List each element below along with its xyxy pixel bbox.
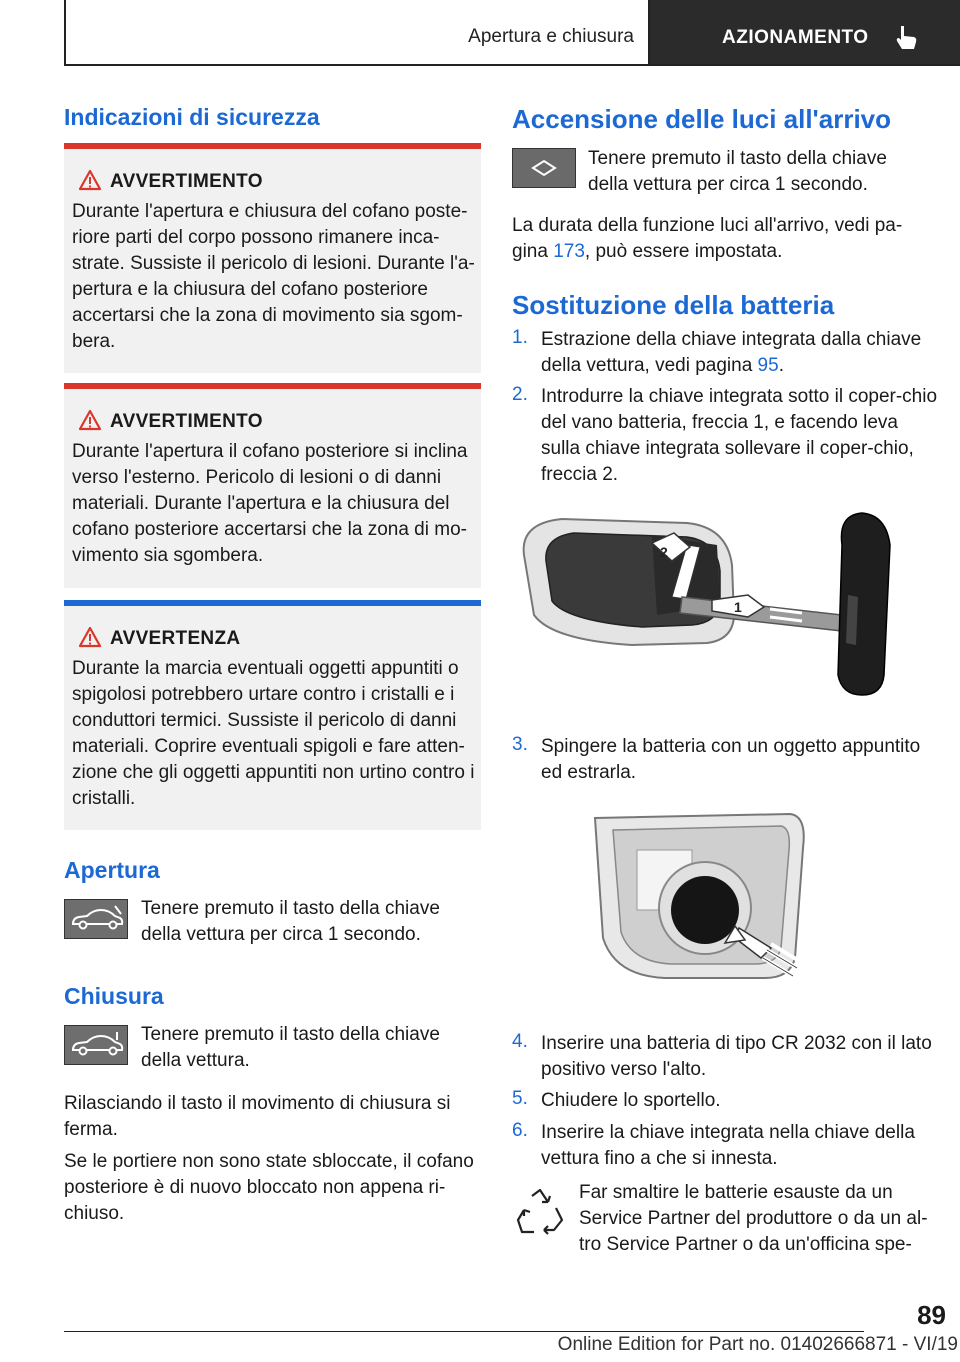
light-key-icon [512, 148, 576, 188]
key-disassembly-figure [512, 505, 902, 705]
chiusura-text: Tenere premuto il tasto della chiave della vettura. [141, 1024, 440, 1071]
warning-text: Durante l'apertura e chiusura del cofano poste-riore parti del corpo possono rimanere inca-strate. Sussiste il pericolo di lesioni. Durante l'a-pertura e la chiusura del cofano posteriore accertarsi che la zona di movimento sia sgom-bera. [72, 201, 475, 352]
step-text: Inserire una batteria di tipo CR 2032 con il lato positivo verso l'alto. [541, 1033, 932, 1080]
chapter-title: AZIONAMENTO [722, 27, 869, 48]
step-number: 3. [512, 734, 528, 755]
welcome-light-heading: Accensione delle luci all'arrivo [512, 104, 892, 134]
step-number: 4. [512, 1031, 528, 1052]
step-text: Spingere la batteria con un oggetto appuntito ed estrarla. [541, 736, 921, 783]
step-text: Introdurre la chiave integrata sotto il coper-chio del vano batteria, freccia 1, e facendo leva sulla chiave integrata sollevare il coper-chio, freccia 2. [541, 386, 938, 485]
warning-triangle-icon [78, 409, 102, 436]
header-section-title: Apertura e chiusura [468, 26, 634, 47]
step-number: 5. [512, 1088, 528, 1109]
duration-paragraph [512, 213, 922, 265]
warning-triangle-icon [78, 626, 102, 653]
safety-heading: Indicazioni di sicurezza [64, 104, 320, 130]
duration-text-end: , può essere impostata. [584, 241, 783, 262]
page-link-173[interactable]: 173 [553, 241, 585, 262]
notice-box [64, 600, 481, 830]
recycle-icon [512, 1186, 568, 1247]
page-number: 89 [917, 1300, 946, 1330]
step-number: 1. [512, 327, 528, 348]
warning-bar [64, 143, 481, 149]
step-text-body: Estrazione della chiave integrata dalla chiave della vettura, vedi pagina [541, 329, 922, 376]
tailgate-close-key-icon [64, 1025, 128, 1065]
release-paragraph: Rilasciando il tasto il movimento di chiusura si ferma. [64, 1093, 451, 1140]
step-text [541, 327, 941, 379]
arrow-label-2: 2 [660, 544, 668, 560]
chiusura-heading: Chiusura [64, 983, 164, 1009]
edition-text: Online Edition for Part no. 01402666871 - VI/19 [557, 1334, 958, 1355]
step-text: Chiudere lo sportello. [541, 1090, 721, 1111]
battery-heading: Sostituzione della batteria [512, 290, 835, 320]
step-text-end: . [778, 355, 784, 376]
recycle-text: Far smaltire le batterie esauste da un Service Partner del produttore o da un al-tro Service Partner o da un'officina spe- [579, 1182, 928, 1255]
battery-compartment-figure [585, 808, 810, 991]
duration-text: La durata della funzione luci all'arrivo, vedi pa-gina [512, 215, 903, 262]
doors-paragraph: Se le portiere non sono state sbloccate, il cofano posteriore è di nuovo bloccato non appena ri-chiuso. [64, 1151, 474, 1224]
warning-triangle-icon [78, 169, 102, 196]
step-number: 6. [512, 1120, 528, 1141]
apertura-text: Tenere premuto il tasto della chiave della vettura per circa 1 secondo. [141, 898, 440, 945]
tailgate-open-key-icon [64, 899, 128, 939]
chapter-tab [650, 0, 960, 64]
warning-title: AVVERTIMENTO [110, 411, 263, 432]
warning-box [64, 383, 481, 588]
warning-bar [64, 383, 481, 389]
page-link-95[interactable]: 95 [757, 355, 779, 376]
warning-box [64, 143, 481, 373]
footer-rule [64, 1331, 864, 1332]
apertura-heading: Apertura [64, 857, 160, 883]
warning-text: Durante l'apertura il cofano posteriore si inclina verso l'esterno. Pericolo di lesioni o di danni materiali. Durante l'apertura e la chiusura del cofano posteriore accertarsi che la zona di mo-vimento sia sgombera. [72, 441, 468, 566]
step-text: Inserire la chiave integrata nella chiave della vettura fino a che si innesta. [541, 1122, 915, 1169]
warning-title: AVVERTIMENTO [110, 171, 263, 192]
welcome-light-text: Tenere premuto il tasto della chiave della vettura per circa 1 secondo. [588, 148, 887, 195]
notice-text: Durante la marcia eventuali oggetti appuntiti o spigolosi potrebbero urtare contro i cristalli e i conduttori termici. Sussiste il pericolo di danni materiali. Coprire eventuali spigoli e fare atten-zione che gli oggetti appuntiti non urtino contro i cristalli. [72, 658, 475, 809]
hand-pointer-icon [892, 22, 922, 57]
notice-bar [64, 600, 481, 606]
step-number: 2. [512, 384, 528, 405]
header-rule [64, 64, 960, 66]
notice-title: AVVERTENZA [110, 628, 241, 649]
arrow-label-1: 1 [734, 599, 742, 615]
